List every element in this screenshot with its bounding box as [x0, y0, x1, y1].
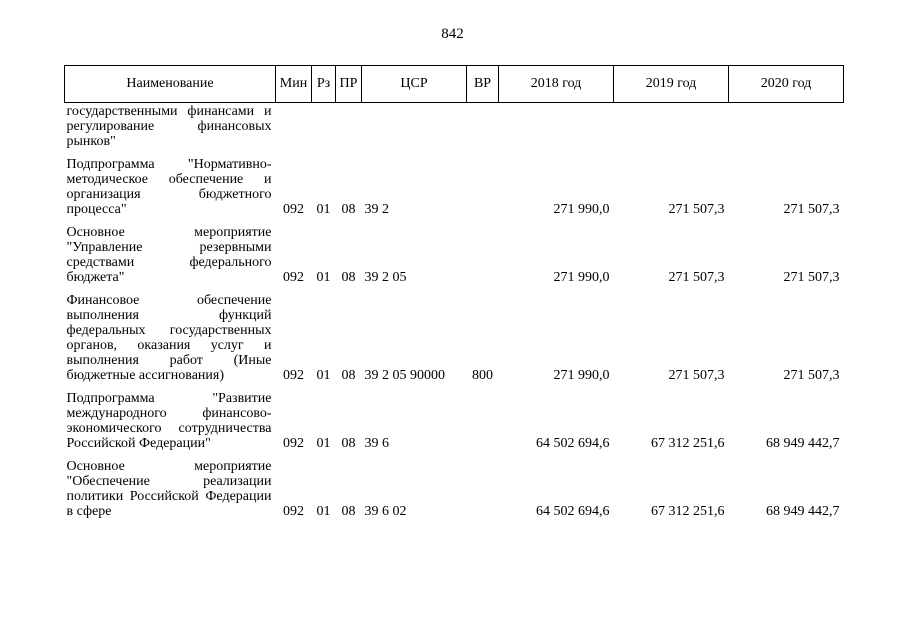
table-row	[65, 217, 844, 285]
row-vr: 800	[472, 368, 493, 383]
row-min: 092	[283, 436, 304, 451]
row-2019: 67 312 251,6	[651, 504, 725, 519]
budget-table	[64, 65, 844, 519]
row-2018: 271 990,0	[553, 270, 610, 285]
table-row	[65, 285, 844, 383]
row-name-text: Финансовое обеспечение выполнения функций федеральных государственных органов, оказания услуг и выполнения работ (Иные бюджетные ассигнования)	[66, 293, 272, 383]
header-2020: 2020 год	[729, 66, 844, 103]
row-2020: 271 507,3	[783, 270, 840, 285]
row-name	[65, 103, 276, 150]
row-name	[65, 451, 276, 519]
row-2018	[499, 103, 614, 150]
row-name-text: Основное мероприятие "Управление резервными средствами федерального бюджета"	[66, 225, 272, 285]
row-2020: 68 949 442,7	[766, 504, 840, 519]
row-vr	[467, 217, 499, 285]
header-csr: ЦСР	[362, 66, 467, 103]
header-2019: 2019 год	[614, 66, 729, 103]
row-2018: 271 990,0	[553, 202, 610, 217]
row-2019: 271 507,3	[668, 270, 725, 285]
row-min: 092	[283, 202, 304, 217]
header-2018: 2018 год	[499, 66, 614, 103]
row-vr	[467, 103, 499, 150]
header-row	[65, 66, 844, 103]
row-csr: 39 6	[364, 436, 389, 451]
header-pr: ПР	[336, 66, 362, 103]
row-pr	[336, 103, 362, 150]
row-min: 092	[283, 504, 304, 519]
row-name	[65, 149, 276, 217]
row-name-text: Подпрограмма "Развитие международного финансово-экономического сотрудничества Российской Федерации"	[66, 391, 272, 451]
row-2020: 271 507,3	[783, 202, 840, 217]
row-rz: 01	[316, 270, 331, 285]
row-name	[65, 383, 276, 451]
row-vr	[467, 149, 499, 217]
row-csr: 39 2 05	[364, 270, 407, 285]
row-rz: 01	[316, 368, 331, 383]
header-name: Наименование	[65, 66, 276, 103]
header-min: Мин	[276, 66, 312, 103]
row-pr: 08	[341, 436, 356, 451]
row-2019: 271 507,3	[668, 368, 725, 383]
row-csr: 39 2 05 90000	[364, 368, 445, 383]
table-row	[65, 149, 844, 217]
row-pr: 08	[341, 368, 356, 383]
row-name	[65, 285, 276, 383]
row-min	[276, 103, 312, 150]
row-2018: 64 502 694,6	[536, 436, 610, 451]
row-pr: 08	[341, 504, 356, 519]
row-vr	[467, 383, 499, 451]
row-pr: 08	[341, 202, 356, 217]
row-name-text: Основное мероприятие "Обеспечение реализации политики Российской Федерации в сфере	[66, 459, 272, 519]
page-number: 842	[441, 26, 464, 42]
row-name-text: государственными финансами и регулирование финансовых рынков"	[66, 104, 272, 149]
row-rz: 01	[316, 504, 331, 519]
table-row	[65, 103, 844, 150]
row-pr: 08	[341, 270, 356, 285]
row-2020: 68 949 442,7	[766, 436, 840, 451]
row-2019	[614, 103, 729, 150]
row-2020: 271 507,3	[783, 368, 840, 383]
header-vr: ВР	[467, 66, 499, 103]
row-2018: 64 502 694,6	[536, 504, 610, 519]
row-2020	[729, 103, 844, 150]
row-min: 092	[283, 270, 304, 285]
row-csr	[362, 103, 467, 150]
row-name-text: Подпрограмма "Нормативно-методическое обеспечение и организация бюджетного процесса"	[66, 157, 272, 217]
row-2019: 67 312 251,6	[651, 436, 725, 451]
row-csr: 39 2	[364, 202, 389, 217]
row-vr	[467, 451, 499, 519]
header-rz: Рз	[312, 66, 336, 103]
row-rz: 01	[316, 436, 331, 451]
table-row	[65, 451, 844, 519]
row-2019: 271 507,3	[668, 202, 725, 217]
row-csr: 39 6 02	[364, 504, 407, 519]
table-row	[65, 383, 844, 451]
row-name	[65, 217, 276, 285]
row-2018: 271 990,0	[553, 368, 610, 383]
row-min: 092	[283, 368, 304, 383]
row-rz: 01	[316, 202, 331, 217]
row-rz	[312, 103, 336, 150]
